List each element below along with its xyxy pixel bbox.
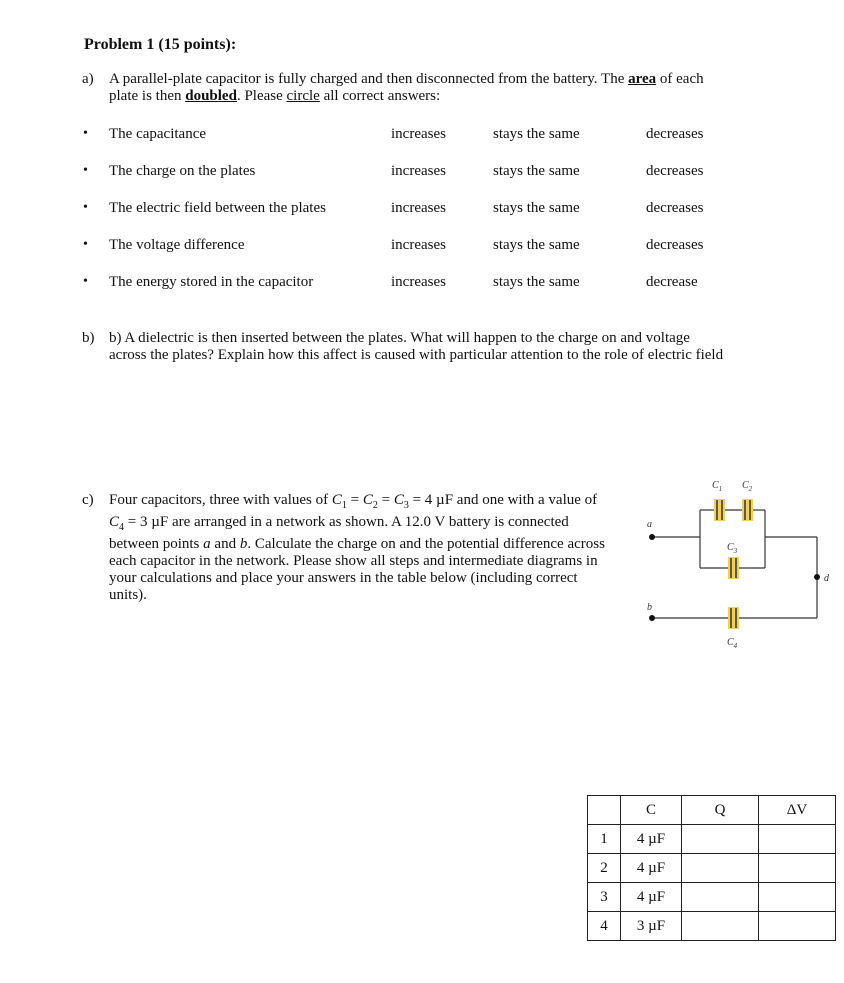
- table-row: [588, 883, 836, 912]
- cap-subscript: 1: [341, 500, 347, 511]
- capacitance-cell: 4 µF: [621, 883, 682, 912]
- option-text: The charge on the plates: [109, 163, 256, 179]
- charge-cell[interactable]: [682, 854, 759, 883]
- row-number: 1: [588, 825, 621, 854]
- choice-increases[interactable]: increases: [391, 237, 446, 253]
- label-b: b: [647, 602, 652, 613]
- doubled-emphasis: doubled: [185, 88, 237, 104]
- choice-decreases[interactable]: decreases: [646, 126, 704, 142]
- capacitor-c3: [728, 557, 739, 579]
- option-text: The energy stored in the capacitor: [109, 274, 314, 290]
- bullet-icon: •: [83, 237, 88, 252]
- cap-subscript: 4: [119, 522, 125, 533]
- part-a-question: [109, 71, 749, 105]
- choice-decreases[interactable]: decrease: [646, 274, 698, 290]
- part-c-text-2: = 4 µF and one with a value of: [408, 492, 598, 508]
- charge-cell[interactable]: [682, 825, 759, 854]
- cap-symbol: C: [331, 492, 342, 508]
- table-header-row: [588, 796, 836, 825]
- part-a-text-2: of each: [656, 71, 704, 87]
- part-a-text-4: . Please: [236, 88, 287, 104]
- voltage-cell[interactable]: [759, 912, 836, 941]
- choice-increases[interactable]: increases: [391, 274, 446, 290]
- part-c-text-5: . Calculate the charge on and the potential difference across each capacitor in the network. Please show all steps and intermediate diagrams in your calculations and place your answers in the table below (including correct units).: [109, 536, 605, 603]
- cap-symbol: C: [362, 492, 373, 508]
- part-c-text-4: and: [210, 536, 240, 552]
- label-c3: $C_3$: [727, 542, 738, 555]
- choice-stays-same[interactable]: stays the same: [493, 163, 580, 179]
- choice-stays-same[interactable]: stays the same: [493, 237, 580, 253]
- bullet-icon: •: [83, 163, 88, 178]
- cap-symbol: C: [109, 514, 120, 530]
- label-d: d: [824, 573, 829, 584]
- header-cell: [588, 796, 621, 825]
- choice-stays-same[interactable]: stays the same: [493, 274, 580, 290]
- label-c2: $C_2$: [742, 480, 753, 493]
- choice-decreases[interactable]: decreases: [646, 237, 704, 253]
- label-c4: $C_4$: [727, 637, 738, 650]
- table-row: [588, 825, 836, 854]
- row-number: 3: [588, 883, 621, 912]
- voltage-cell[interactable]: [759, 883, 836, 912]
- label-c1: $C_1$: [712, 480, 723, 493]
- part-c-text-3: = 3 µF are arranged in a network as shown. A 12.0 V battery is connected between points: [109, 514, 569, 552]
- choice-decreases[interactable]: decreases: [646, 200, 704, 216]
- voltage-cell[interactable]: [759, 825, 836, 854]
- terminal-a-dot: [649, 534, 655, 540]
- choice-stays-same[interactable]: stays the same: [493, 126, 580, 142]
- part-a-label: a): [82, 71, 94, 87]
- header-cell: C: [621, 796, 682, 825]
- charge-cell[interactable]: [682, 912, 759, 941]
- bullet-icon: •: [83, 126, 88, 141]
- charge-cell[interactable]: [682, 883, 759, 912]
- terminal-b-dot: [649, 615, 655, 621]
- capacitance-cell: 4 µF: [621, 825, 682, 854]
- option-text: The voltage difference: [109, 237, 245, 253]
- part-c-question: [109, 492, 605, 604]
- part-b-label: b): [82, 330, 95, 346]
- choice-decreases[interactable]: decreases: [646, 163, 704, 179]
- part-a-text-3: plate is then: [109, 88, 186, 104]
- answer-table: [587, 795, 836, 941]
- part-c-text-1: Four capacitors, three with values of: [109, 492, 332, 508]
- choice-increases[interactable]: increases: [391, 126, 446, 142]
- part-b-question: b) A dielectric is then inserted between the plates. What will happen to the charge on and voltage across the plates? Explain how this affect is caused with particular attention to the role of electric field: [109, 330, 724, 363]
- choice-increases[interactable]: increases: [391, 163, 446, 179]
- cap-subscript: 2: [372, 500, 378, 511]
- equals: =: [346, 492, 363, 508]
- choice-stays-same[interactable]: stays the same: [493, 200, 580, 216]
- circle-emphasis: circle: [286, 88, 320, 104]
- capacitance-cell: 4 µF: [621, 854, 682, 883]
- row-number: 2: [588, 854, 621, 883]
- capacitance-cell: 3 µF: [621, 912, 682, 941]
- header-cell: ΔV: [759, 796, 836, 825]
- equals: =: [377, 492, 394, 508]
- label-a: a: [647, 519, 652, 530]
- part-a-text-5: all correct answers:: [319, 88, 441, 104]
- voltage-cell[interactable]: [759, 854, 836, 883]
- row-number: 4: [588, 912, 621, 941]
- cap-subscript: 3: [403, 500, 409, 511]
- header-cell: Q: [682, 796, 759, 825]
- problem-title: Problem 1 (15 points):: [84, 36, 237, 53]
- capacitor-c4: [728, 607, 739, 629]
- part-c-label: c): [82, 492, 94, 508]
- terminal-d-dot: [814, 574, 820, 580]
- option-text: The electric field between the plates: [109, 200, 326, 216]
- bullet-icon: •: [83, 200, 88, 215]
- bullet-icon: •: [83, 274, 88, 289]
- area-emphasis: area: [628, 71, 657, 87]
- capacitor-c1: [714, 499, 725, 521]
- point-b: b: [239, 536, 248, 552]
- cap-symbol: C: [393, 492, 404, 508]
- point-a: a: [203, 536, 211, 552]
- part-a-text-1: A parallel-plate capacitor is fully charged and then disconnected from the battery. The: [109, 71, 629, 87]
- table-row: [588, 854, 836, 883]
- table-row: [588, 912, 836, 941]
- choice-increases[interactable]: increases: [391, 200, 446, 216]
- option-text: The capacitance: [109, 126, 207, 142]
- capacitor-circuit-diagram: [640, 470, 840, 655]
- capacitor-c2: [742, 499, 753, 521]
